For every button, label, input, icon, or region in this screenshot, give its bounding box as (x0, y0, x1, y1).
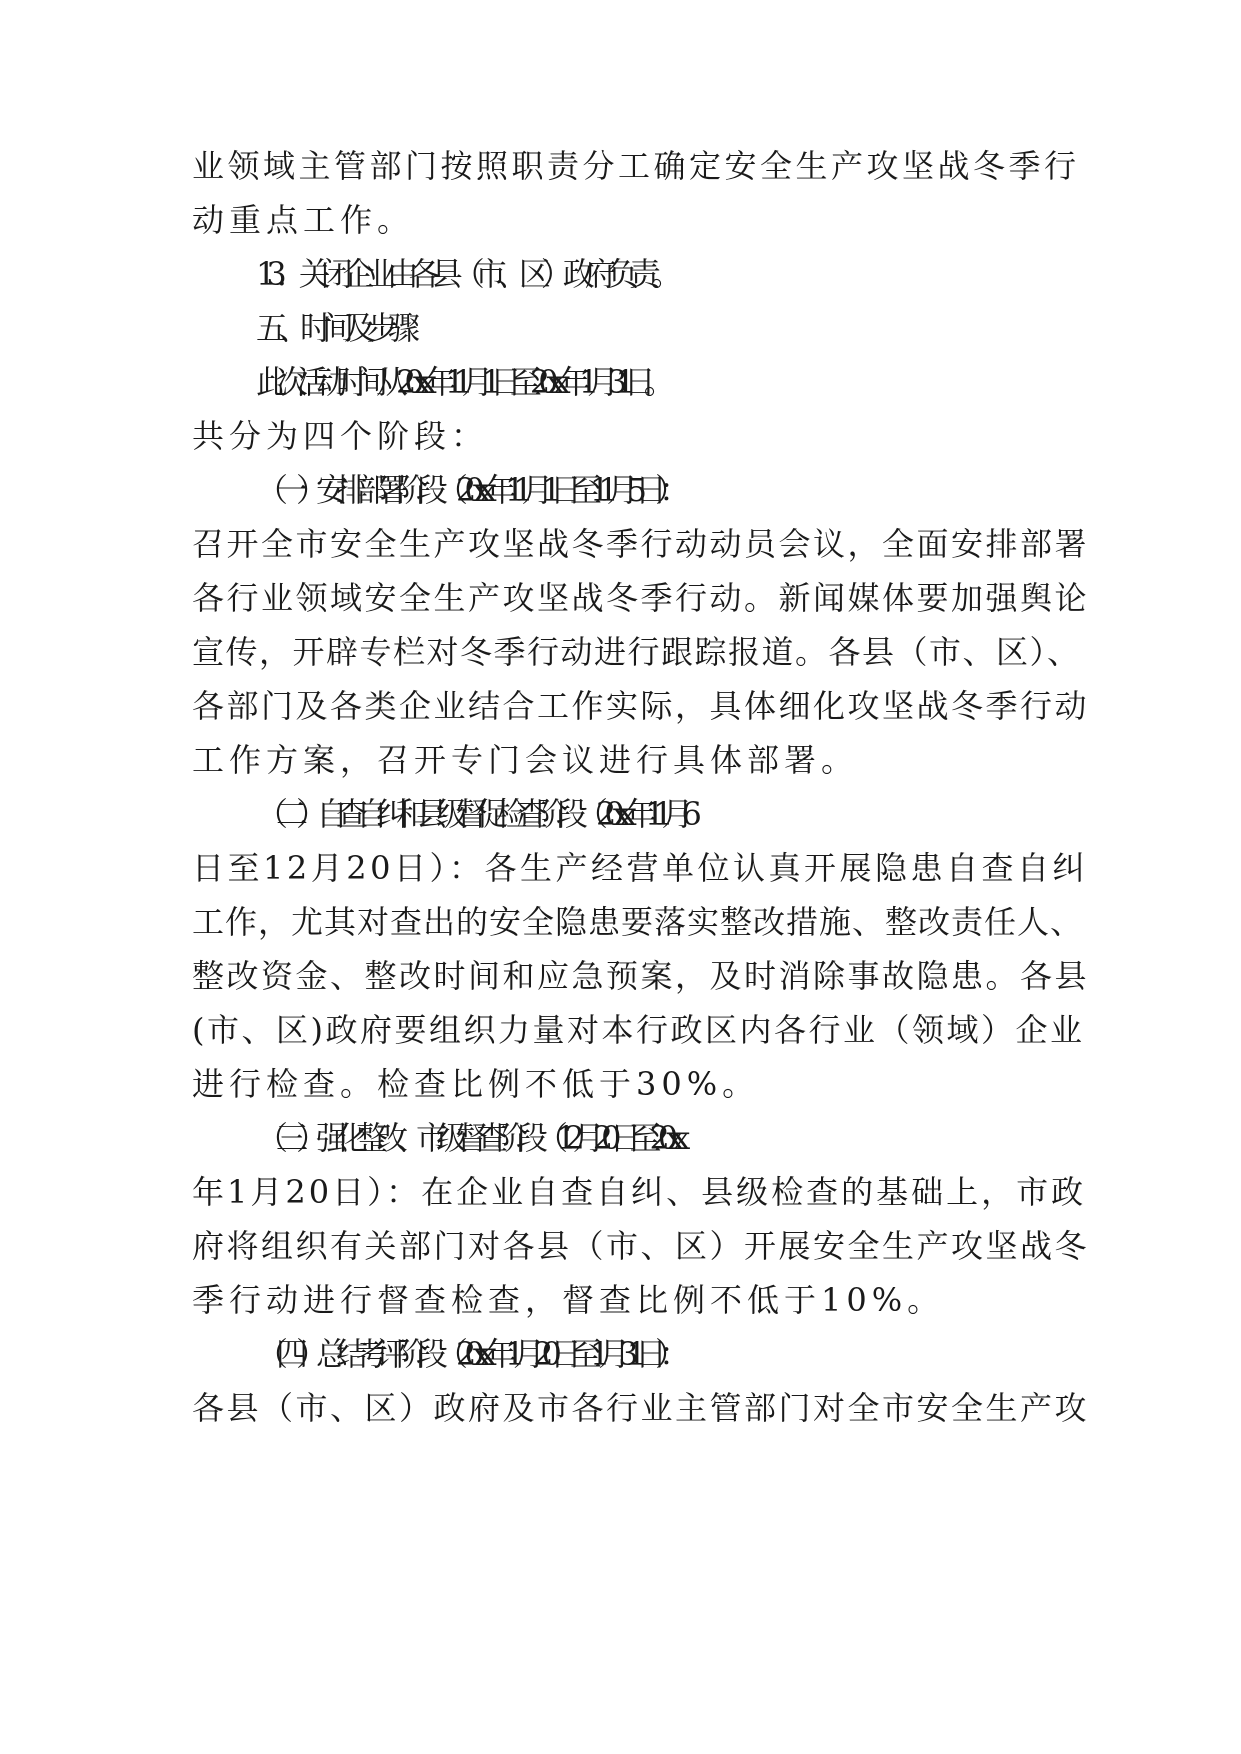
phase-2-heading: （二）自查自纠和县级督促检查阶段（20xx年11月6 (256, 795, 690, 833)
phase-3-heading: （三）强化整改、市级督查阶段（12月20日至20xx (256, 1119, 679, 1157)
text-line: 动重点工作。 (192, 201, 415, 239)
text-line: 各行业领域安全生产攻坚战冬季行动。新闻媒体要加强舆论 (192, 579, 1090, 617)
phase-1-heading: （一）安排部署阶段（20xx年11月1日至11月5日）： (256, 471, 679, 509)
text-line: 日至12月20日）：各生产经营单位认真开展隐患自查自纠 (192, 849, 1088, 887)
phase-4-heading: （四）总结考评阶段（20xx年1月20日至1月31日）： (256, 1335, 679, 1373)
text-line: 年1月20日）：在企业自查自纠、县级检查的基础上，市政 (192, 1173, 1087, 1211)
text-line: 召开全市安全生产攻坚战冬季行动动员会议，全面安排部署 (192, 525, 1090, 563)
text-line: 工作方案，召开专门会议进行具体部署。 (192, 741, 859, 779)
text-line: (市、区)政府要组织力量对本行政区内各行业（领域）企业 (192, 1011, 1085, 1049)
text-line: 各部门及各类企业结合工作实际，具体细化攻坚战冬季行动 (192, 687, 1090, 725)
text-line: 府将组织有关部门对各县（市、区）开展安全生产攻坚战冬 (192, 1227, 1090, 1265)
text-line: 宣传，开辟专栏对冬季行动进行跟踪报道。各县（市、区）、 (192, 633, 1081, 671)
list-item-13: 13．关闭企业由各县（市、区）政府负责。 (256, 255, 673, 293)
text-line: 业领域主管部门按照职责分工确定安全生产攻坚战冬季行 (192, 147, 1080, 185)
text-line: 工作，尤其对查出的安全隐患要落实整改措施、整改责任人、 (192, 903, 1084, 941)
text-line: 共分为四个阶段： (192, 417, 489, 455)
text-line: 季行动进行督查检查，督查比例不低于10%。 (192, 1281, 945, 1319)
text-line: 各县（市、区）政府及市各行业主管部门对全市安全生产攻 (192, 1389, 1090, 1427)
text-line: 整改资金、整改时间和应急预案，及时消除事故隐患。各县 (192, 957, 1090, 995)
section-heading: 五、时间及步骤 (256, 309, 411, 347)
text-line: 此次活动时间从20xx年11月1日至20xx年1月31日。 (256, 363, 664, 401)
text-line: 进行检查。检查比例不低于30%。 (192, 1065, 760, 1103)
